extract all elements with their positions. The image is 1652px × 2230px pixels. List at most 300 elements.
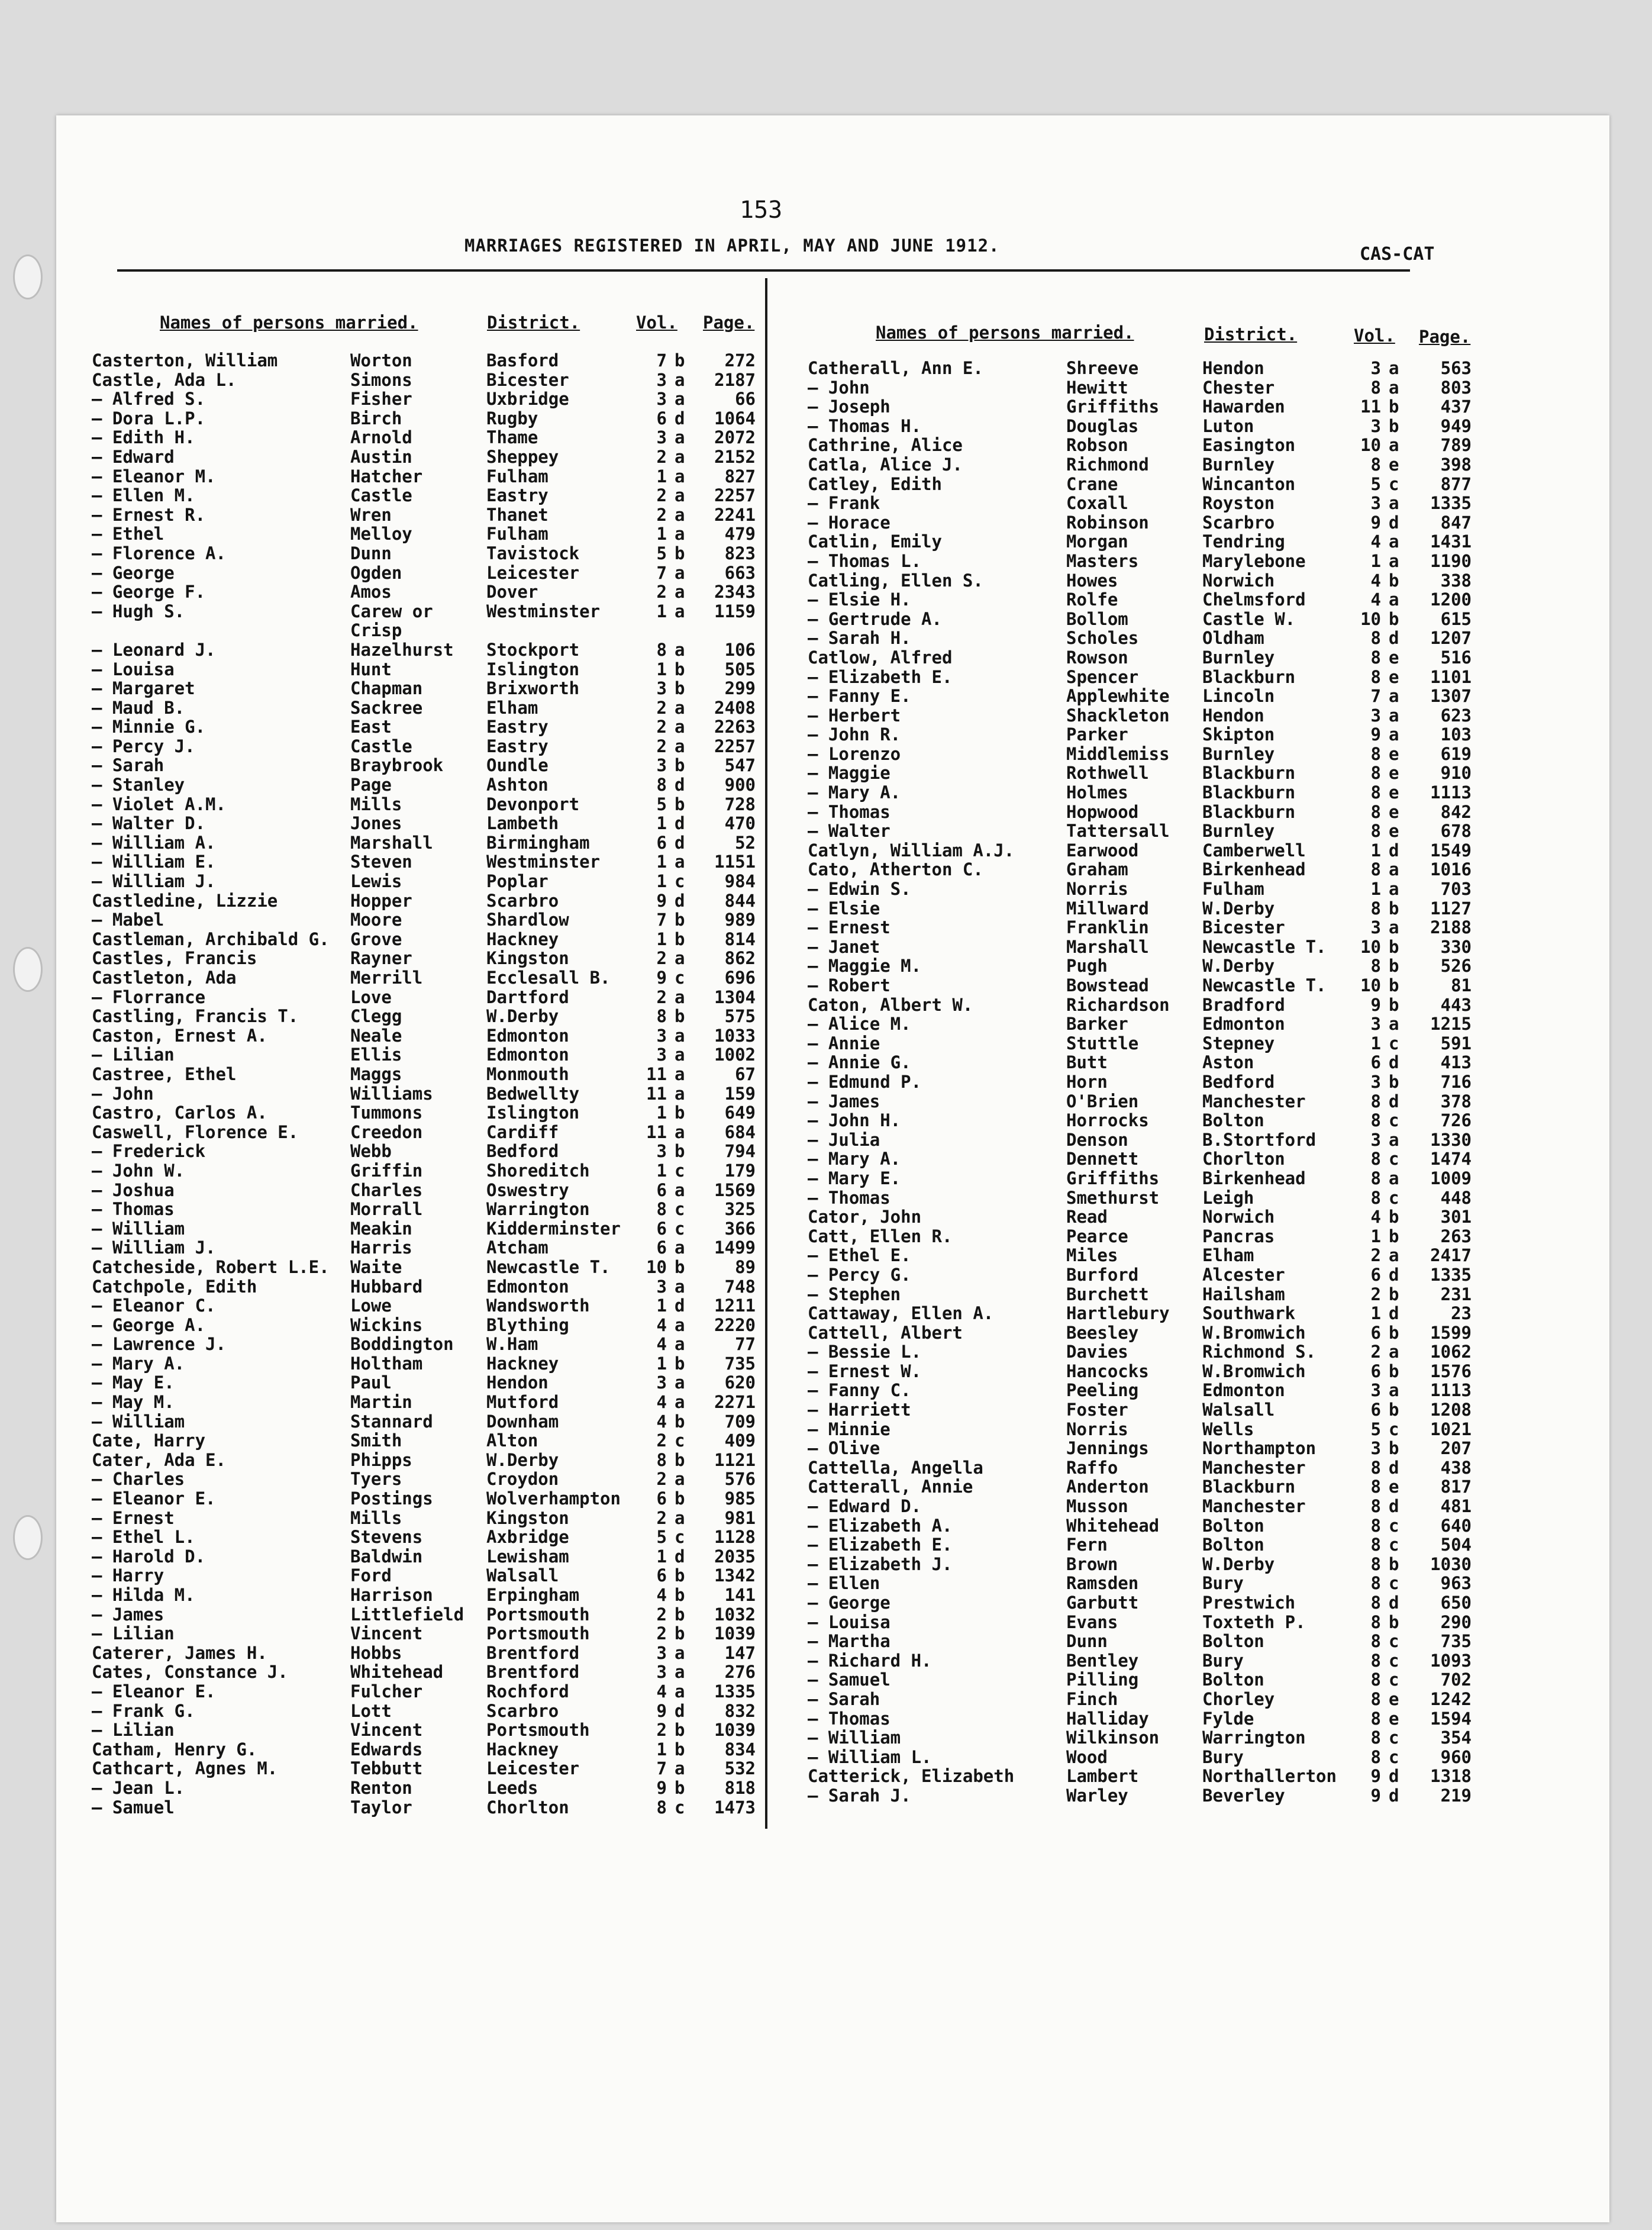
entry-name: — Thomas	[808, 1708, 890, 1729]
entry-volume-letter: c	[675, 1430, 685, 1451]
entry-page: 2187	[714, 369, 756, 390]
entry-volume: 2	[656, 1720, 667, 1741]
register-entry	[808, 706, 1470, 726]
register-entry	[808, 763, 1470, 783]
entry-page: 263	[1440, 1226, 1472, 1246]
entry-page: 1200	[1430, 589, 1472, 610]
entry-name: — Elizabeth E.	[808, 1535, 953, 1555]
entry-volume: 2	[656, 717, 667, 737]
entry-volume: 2	[656, 1469, 667, 1490]
entry-spouse-surname: Mills	[350, 794, 402, 814]
entry-page: 803	[1440, 377, 1472, 398]
entry-volume: 8	[1370, 1168, 1381, 1188]
entry-volume-letter: a	[675, 369, 685, 390]
entry-name: — Samuel	[92, 1797, 175, 1817]
entry-page: 615	[1440, 608, 1472, 629]
register-entry	[808, 1555, 1470, 1574]
entry-spouse-surname: Maggs	[350, 1064, 402, 1084]
entry-name: — Lorenzo	[808, 743, 901, 764]
register-entry	[808, 455, 1470, 475]
entry-volume: 3	[1370, 705, 1381, 726]
entry-page: 437	[1440, 397, 1472, 417]
entry-spouse-surname: Dennett	[1066, 1149, 1139, 1169]
entry-page: 862	[724, 948, 756, 969]
entry-name: — Maggie M.	[808, 956, 922, 977]
entry-volume-letter: a	[675, 639, 685, 660]
entry-volume: 8	[1370, 647, 1381, 668]
entry-volume: 9	[1370, 1766, 1381, 1787]
entry-volume-letter: b	[675, 659, 685, 679]
entry-volume: 2	[656, 736, 667, 756]
entry-name: — Elizabeth E.	[808, 666, 953, 687]
entry-district: Hackney	[486, 929, 559, 949]
entry-name: — Percy G.	[808, 1264, 911, 1285]
entry-page: 1549	[1430, 840, 1472, 861]
entry-volume-letter: a	[675, 1238, 685, 1258]
entry-name: — Sarah	[92, 755, 164, 776]
entry-volume: 1	[656, 813, 667, 834]
entry-page: 984	[724, 871, 756, 892]
entry-spouse-surname: Dunn	[1066, 1631, 1108, 1652]
entry-volume-letter: d	[675, 832, 685, 853]
register-entry	[92, 679, 754, 698]
entry-district: Pancras	[1202, 1226, 1275, 1246]
entry-spouse-surname: Ogden	[350, 562, 402, 583]
entry-name: — Edward D.	[808, 1496, 922, 1517]
entry-district: Wolverhampton	[486, 1488, 621, 1509]
entry-district: Rugby	[486, 408, 538, 428]
entry-spouse-surname: Braybrook	[350, 755, 444, 776]
register-entry	[92, 1778, 754, 1798]
entry-volume-letter: d	[1389, 1766, 1399, 1787]
entry-page: 1473	[714, 1797, 756, 1817]
entry-volume-letter: c	[1389, 1110, 1399, 1131]
entry-district: Tavistock	[486, 543, 580, 563]
entry-page: 789	[1440, 435, 1472, 456]
entry-page: 299	[724, 678, 756, 699]
entry-district: Oldham	[1202, 628, 1264, 649]
entry-spouse-surname: Harrison	[350, 1585, 433, 1605]
entry-page: 1121	[714, 1449, 756, 1470]
register-entry	[808, 1246, 1470, 1265]
left-header-district: District.	[487, 312, 580, 333]
entry-page: 1215	[1430, 1014, 1472, 1035]
entry-name: — Janet	[808, 936, 880, 957]
entry-name: — May E.	[92, 1372, 175, 1393]
entry-spouse-surname: Richmond	[1066, 454, 1149, 475]
entry-spouse-surname: Mills	[350, 1507, 402, 1528]
entry-district: Newcastle T.	[486, 1256, 611, 1277]
entry-name: Catlin, Emily	[808, 531, 942, 552]
entry-district: Chorlton	[1202, 1149, 1285, 1169]
entry-name: Castledine, Lizzie	[92, 890, 278, 911]
entry-spouse-surname: Scholes	[1066, 628, 1139, 649]
entry-page: 1474	[1430, 1149, 1472, 1169]
entry-spouse-surname: Lowe	[350, 1296, 392, 1316]
register-entry	[808, 1670, 1470, 1690]
entry-spouse-surname: Morgan	[1066, 531, 1128, 552]
entry-volume-letter: d	[1389, 512, 1399, 533]
entry-spouse-surname: Bentley	[1066, 1650, 1139, 1671]
entry-name: — Leonard J.	[92, 639, 216, 660]
register-entry	[808, 1053, 1470, 1072]
entry-volume: 11	[646, 1064, 667, 1084]
entry-page: 649	[724, 1103, 756, 1123]
entry-name: Cathrine, Alice	[808, 435, 963, 456]
entry-volume: 4	[656, 1411, 667, 1432]
entry-name: Catlyn, William A.J.	[808, 840, 1015, 861]
entry-name: — Lilian	[92, 1720, 175, 1741]
entry-district: Islington	[486, 1103, 580, 1123]
entry-district: Hackney	[486, 1353, 559, 1374]
entry-volume: 8	[1370, 1477, 1381, 1497]
entry-volume-letter: a	[675, 852, 685, 872]
entry-district: Newcastle T.	[1202, 975, 1327, 995]
entry-spouse-surname: Fisher	[350, 389, 412, 410]
entry-volume: 6	[1370, 1361, 1381, 1381]
entry-volume-letter: d	[675, 1700, 685, 1721]
entry-volume-letter: e	[1389, 782, 1399, 803]
entry-district: Marylebone	[1202, 550, 1306, 571]
entry-spouse-surname: Jones	[350, 813, 402, 834]
entry-volume: 8	[1370, 1631, 1381, 1652]
entry-page: 1304	[714, 987, 756, 1007]
index-range-code: CAS-CAT	[1360, 244, 1435, 265]
entry-page: 325	[724, 1199, 756, 1220]
entry-page: 526	[1440, 956, 1472, 977]
entry-page: 1113	[1430, 782, 1472, 803]
register-entry	[808, 571, 1470, 591]
register-entry	[92, 1161, 754, 1181]
entry-volume: 9	[1370, 512, 1381, 533]
entry-district: Bicester	[1202, 917, 1285, 938]
entry-volume-letter: c	[1389, 1631, 1399, 1652]
entry-page: 1318	[1430, 1766, 1472, 1787]
entry-volume-letter: a	[1389, 1014, 1399, 1035]
entry-district: Bury	[1202, 1746, 1244, 1767]
entry-volume: 3	[656, 755, 667, 776]
entry-district: W.Ham	[486, 1334, 538, 1355]
entry-name: — William E.	[92, 852, 216, 872]
entry-district: Blackburn	[1202, 666, 1296, 687]
entry-volume: 6	[1370, 1264, 1381, 1285]
register-entry	[92, 1528, 754, 1547]
entry-spouse-surname: Read	[1066, 1207, 1108, 1227]
entry-spouse-surname: Robson	[1066, 435, 1128, 456]
entry-volume-letter: b	[1389, 1226, 1399, 1246]
entry-name: — Ethel	[92, 524, 164, 544]
entry-district: Bedford	[1202, 1071, 1275, 1092]
entry-spouse-surname: Merrill	[350, 968, 423, 988]
register-entry	[808, 1323, 1470, 1343]
entry-page: 1093	[1430, 1650, 1472, 1671]
entry-name: Catla, Alice J.	[808, 454, 963, 475]
register-entry	[808, 1535, 1470, 1555]
entry-volume-letter: a	[675, 948, 685, 969]
entry-district: Scarbro	[1202, 512, 1275, 533]
register-entry	[92, 602, 754, 621]
entry-spouse-surname: Tebbutt	[350, 1758, 423, 1779]
entry-spouse-surname: Wickins	[350, 1314, 423, 1335]
entry-name: Cator, John	[808, 1207, 922, 1227]
register-entry	[808, 513, 1470, 533]
entry-page: 834	[724, 1739, 756, 1759]
entry-district: Northampton	[1202, 1438, 1317, 1459]
entry-name: — Elizabeth A.	[808, 1515, 953, 1536]
entry-volume: 4	[656, 1585, 667, 1605]
register-entry	[808, 1439, 1470, 1458]
entry-spouse-surname: Williams	[350, 1083, 433, 1104]
entry-name: — Frederick	[92, 1141, 206, 1162]
entry-name: — Florrance	[92, 987, 206, 1007]
entry-spouse-surname: Webb	[350, 1141, 392, 1162]
entry-name: — Bessie L.	[808, 1342, 922, 1362]
entry-name: — Mary A.	[92, 1353, 185, 1374]
entry-page: 2257	[714, 736, 756, 756]
entry-volume: 8	[1370, 1650, 1381, 1671]
entry-volume-letter: b	[1389, 1361, 1399, 1381]
entry-spouse-surname: Holmes	[1066, 782, 1128, 803]
entry-spouse-surname: Tattersall	[1066, 821, 1170, 842]
entry-page: 827	[724, 466, 756, 486]
register-entry	[808, 1149, 1470, 1169]
entry-name: Catlow, Alfred	[808, 647, 953, 668]
entry-volume-letter: a	[675, 1045, 685, 1065]
entry-page: 814	[724, 929, 756, 949]
entry-spouse-surname: Boddington	[350, 1334, 454, 1355]
register-entry	[92, 621, 754, 640]
entry-name: — Lawrence J.	[92, 1334, 226, 1355]
entry-spouse-surname: Vincent	[350, 1623, 423, 1644]
entry-volume-letter: b	[675, 1488, 685, 1509]
entry-name: — Louisa	[92, 659, 175, 679]
entry-spouse-surname: Earwood	[1066, 840, 1139, 861]
entry-district: Edmonton	[486, 1025, 569, 1046]
register-entry	[808, 1342, 1470, 1362]
entry-page: 2257	[714, 485, 756, 506]
register-entry	[92, 833, 754, 853]
entry-page: 103	[1440, 724, 1472, 745]
entry-district: Castle W.	[1202, 608, 1296, 629]
entry-volume-letter: a	[1389, 493, 1399, 514]
entry-name: — Fanny E.	[808, 686, 911, 707]
entry-spouse-surname: Hartlebury	[1066, 1303, 1170, 1324]
register-entry	[92, 1586, 754, 1605]
entry-page: 141	[724, 1585, 756, 1605]
entry-page: 479	[724, 524, 756, 544]
register-entry	[92, 1682, 754, 1701]
entry-name: Catling, Ellen S.	[808, 570, 983, 591]
entry-spouse-surname: Pugh	[1066, 956, 1108, 977]
entry-page: 650	[1440, 1593, 1472, 1613]
entry-name: — Stanley	[92, 775, 185, 795]
entry-volume-letter: b	[1389, 1438, 1399, 1459]
entry-district: Dover	[486, 582, 538, 602]
entry-volume: 8	[1370, 1110, 1381, 1131]
entry-district: Hendon	[1202, 705, 1264, 726]
entry-volume-letter: b	[1389, 898, 1399, 919]
entry-volume: 8	[656, 1449, 667, 1470]
entry-volume-letter: b	[675, 1777, 685, 1798]
entry-name: — Horace	[808, 512, 890, 533]
entry-volume: 1	[1370, 840, 1381, 861]
entry-volume-letter: b	[675, 1720, 685, 1741]
entry-volume-letter: a	[675, 466, 685, 486]
entry-volume: 8	[1370, 1535, 1381, 1555]
register-entry	[808, 1111, 1470, 1130]
entry-volume: 2	[656, 582, 667, 602]
entry-district: Leeds	[486, 1777, 538, 1798]
register-entry	[92, 988, 754, 1007]
entry-volume: 8	[656, 639, 667, 660]
entry-page: 219	[1440, 1785, 1472, 1806]
entry-volume: 3	[1370, 493, 1381, 514]
register-entry	[808, 1034, 1470, 1053]
entry-page: 2271	[714, 1392, 756, 1413]
entry-spouse-surname: Tummons	[350, 1103, 423, 1123]
entry-spouse-surname: Beesley	[1066, 1322, 1139, 1343]
register-entry	[92, 1412, 754, 1432]
entry-volume: 10	[1360, 435, 1381, 456]
register-entry	[92, 910, 754, 930]
entry-spouse-surname: Renton	[350, 1777, 412, 1798]
entry-district: Hackney	[486, 1739, 559, 1759]
entry-spouse-surname: Chapman	[350, 678, 423, 699]
entry-volume: 3	[1370, 1014, 1381, 1035]
entry-spouse-surname: East	[350, 717, 392, 737]
entry-volume-letter: b	[675, 1103, 685, 1123]
entry-name: — Eleanor E.	[92, 1681, 216, 1701]
entry-volume: 4	[1370, 1207, 1381, 1227]
entry-volume: 8	[1370, 1746, 1381, 1767]
entry-district: Bolton	[1202, 1670, 1264, 1690]
entry-page: 505	[724, 659, 756, 679]
entry-name: — Edwin S.	[808, 879, 911, 900]
entry-volume: 9	[656, 1777, 667, 1798]
entry-district: Skipton	[1202, 724, 1275, 745]
register-entry	[92, 698, 754, 718]
entry-district: Downham	[486, 1411, 559, 1432]
entry-page: 981	[724, 1507, 756, 1528]
entry-volume: 8	[1370, 666, 1381, 687]
register-entry	[92, 1470, 754, 1489]
entry-district: Blything	[486, 1314, 569, 1335]
entry-name: — Hilda M.	[92, 1585, 195, 1605]
entry-volume: 10	[1360, 975, 1381, 995]
entry-district: Lewisham	[486, 1546, 569, 1567]
entry-district: W.Derby	[1202, 898, 1275, 919]
entry-spouse-surname: Douglas	[1066, 415, 1139, 436]
entry-spouse-surname: Postings	[350, 1488, 433, 1509]
entry-volume-letter: c	[1389, 1033, 1399, 1053]
entry-volume-letter: b	[675, 1141, 685, 1162]
entry-volume: 8	[1370, 821, 1381, 842]
entry-spouse-surname: Morrall	[350, 1199, 423, 1220]
entry-district: Blackburn	[1202, 801, 1296, 822]
entry-volume: 3	[656, 1025, 667, 1046]
register-entry	[808, 668, 1470, 687]
right-header-vol: Vol.	[1354, 326, 1395, 346]
entry-district: Chorley	[1202, 1688, 1275, 1709]
entry-district: Birkenhead	[1202, 1168, 1306, 1188]
entry-volume: 3	[1370, 1438, 1381, 1459]
entry-page: 696	[724, 968, 756, 988]
entry-name: — Elizabeth J.	[808, 1554, 953, 1574]
entry-page: 678	[1440, 821, 1472, 842]
entry-volume: 5	[1370, 1419, 1381, 1439]
entry-district: Basford	[486, 350, 559, 370]
entry-volume-letter: c	[1389, 1187, 1399, 1208]
entry-volume-letter: a	[675, 1334, 685, 1355]
entry-volume: 10	[646, 1256, 667, 1277]
entry-district: Southwark	[1202, 1303, 1296, 1324]
entry-spouse-surname: Miles	[1066, 1245, 1118, 1266]
entry-spouse-surname: Horn	[1066, 1071, 1108, 1092]
entry-name: — Ellen	[808, 1573, 880, 1594]
entry-district: Birkenhead	[1202, 859, 1306, 880]
entry-volume: 3	[656, 1642, 667, 1663]
entry-district: Stepney	[1202, 1033, 1275, 1053]
entry-name: Caswell, Florence E.	[92, 1122, 299, 1142]
register-entry	[808, 1651, 1470, 1671]
entry-page: 985	[724, 1488, 756, 1509]
entry-volume: 1	[656, 929, 667, 949]
register-entry	[808, 1613, 1470, 1632]
entry-page: 1021	[1430, 1419, 1472, 1439]
entry-page: 910	[1440, 763, 1472, 784]
entry-page: 2241	[714, 504, 756, 525]
entry-name: — Elsie H.	[808, 589, 911, 610]
entry-spouse-surname: Warley	[1066, 1785, 1128, 1806]
entry-spouse-surname: Hazelhurst	[350, 639, 454, 660]
entry-spouse-surname: Marshall	[350, 832, 433, 853]
entry-spouse-surname: Bowstead	[1066, 975, 1149, 995]
entry-district: Uxbridge	[486, 389, 569, 410]
entry-spouse-surname: Spencer	[1066, 666, 1139, 687]
register-entry	[92, 447, 754, 467]
entry-spouse-surname: Applewhite	[1066, 686, 1170, 707]
entry-page: 1335	[714, 1681, 756, 1701]
entry-page: 716	[1440, 1071, 1472, 1092]
entry-page: 591	[1440, 1033, 1472, 1053]
entry-volume: 9	[1370, 724, 1381, 745]
entry-volume-letter: b	[1389, 1207, 1399, 1227]
entry-volume-letter: c	[675, 968, 685, 988]
entry-name: — William J.	[92, 1238, 216, 1258]
entry-district: Westminster	[486, 601, 601, 621]
entry-volume: 8	[1370, 1149, 1381, 1169]
entry-page: 1431	[1430, 531, 1472, 552]
entry-volume-letter: b	[1389, 570, 1399, 591]
register-entry	[92, 1701, 754, 1721]
entry-volume-letter: b	[675, 1006, 685, 1027]
entry-district: W.Derby	[486, 1006, 559, 1027]
register-entry	[92, 524, 754, 544]
entry-district: W.Derby	[486, 1449, 559, 1470]
entry-volume-letter: a	[1389, 1245, 1399, 1266]
entry-name: — Joshua	[92, 1180, 175, 1200]
entry-volume: 2	[656, 1430, 667, 1451]
register-entry	[808, 1304, 1470, 1323]
register-entry	[808, 1748, 1470, 1767]
entry-volume: 9	[656, 968, 667, 988]
entry-district: Burnley	[1202, 647, 1275, 668]
entry-spouse-surname: Phipps	[350, 1449, 412, 1470]
entry-page: 516	[1440, 647, 1472, 668]
entry-district: Leigh	[1202, 1187, 1254, 1208]
entry-district: Brentford	[486, 1642, 580, 1663]
entry-volume-letter: c	[675, 871, 685, 892]
